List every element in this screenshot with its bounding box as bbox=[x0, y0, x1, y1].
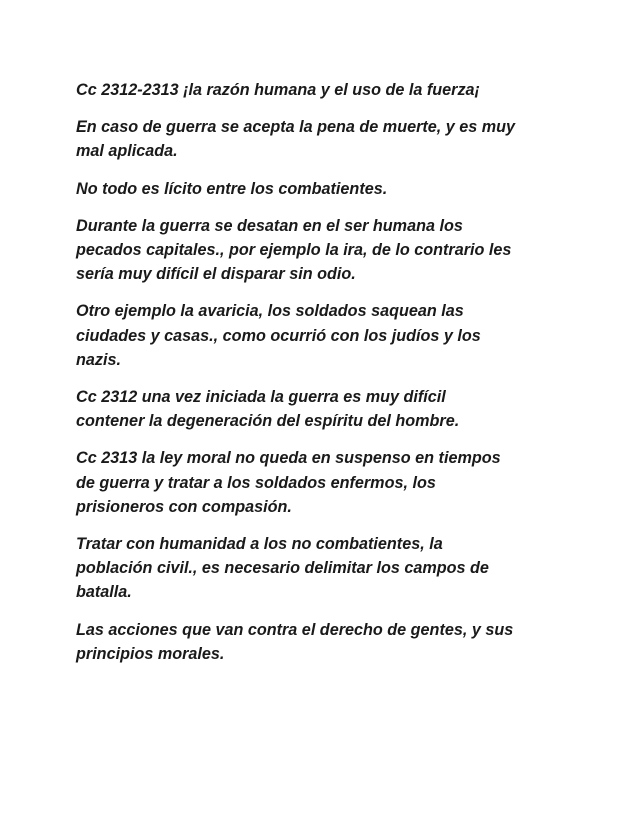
text-line: principios morales. bbox=[76, 644, 225, 663]
text-line: prisioneros con compasión. bbox=[76, 497, 292, 516]
text-line: población civil., es necesario delimitar los campos de bbox=[76, 559, 489, 578]
document-body bbox=[76, 78, 576, 679]
text-line: sería muy difícil el disparar sin odio. bbox=[76, 265, 356, 284]
text-line: Cc 2312 una vez iniciada la guerra es muy difícil bbox=[76, 388, 446, 407]
text-line: Cc 2312-2313 ¡la razón humana y el uso de la fuerza¡ bbox=[76, 81, 480, 99]
text-line: nazis. bbox=[76, 350, 121, 369]
text-line: Durante la guerra se desatan en el ser humana los bbox=[76, 216, 463, 235]
text-line: No todo es lícito entre los combatientes. bbox=[76, 179, 388, 198]
text-line: contener la degeneración del espíritu del hombre. bbox=[76, 412, 460, 431]
text-line: Tratar con humanidad a los no combatientes, la bbox=[76, 535, 443, 554]
text-line: Las acciones que van contra el derecho de gentes, y sus bbox=[76, 620, 514, 639]
text-line: pecados capitales., por ejemplo la ira, de lo contrario les bbox=[76, 241, 512, 260]
paragraph-heading-cc-2312-2313 bbox=[76, 78, 576, 102]
paragraph-avaricia bbox=[76, 299, 576, 372]
text-line: En caso de guerra se acepta la pena de muerte, y es muy bbox=[76, 118, 516, 137]
text-line: Cc 2313 la ley moral no queda en suspenso en tiempos bbox=[76, 449, 501, 468]
paragraph-no-todo-es-licito bbox=[76, 177, 576, 201]
paragraph-pecados-capitales bbox=[76, 214, 576, 287]
text-line: Otro ejemplo la avaricia, los soldados saquean las bbox=[76, 302, 464, 321]
paragraph-cc-2313 bbox=[76, 446, 576, 519]
text-line: de guerra y tratar a los soldados enfermos, los bbox=[76, 473, 436, 492]
text-line: batalla. bbox=[76, 583, 132, 602]
text-line: ciudades y casas., como ocurrió con los judíos y los bbox=[76, 326, 481, 345]
paragraph-cc-2312 bbox=[76, 385, 576, 433]
paragraph-derecho-de-gentes bbox=[76, 618, 576, 666]
paragraph-no-combatientes bbox=[76, 532, 576, 605]
text-line: mal aplicada. bbox=[76, 142, 178, 161]
paragraph-pena-de-muerte bbox=[76, 115, 576, 163]
